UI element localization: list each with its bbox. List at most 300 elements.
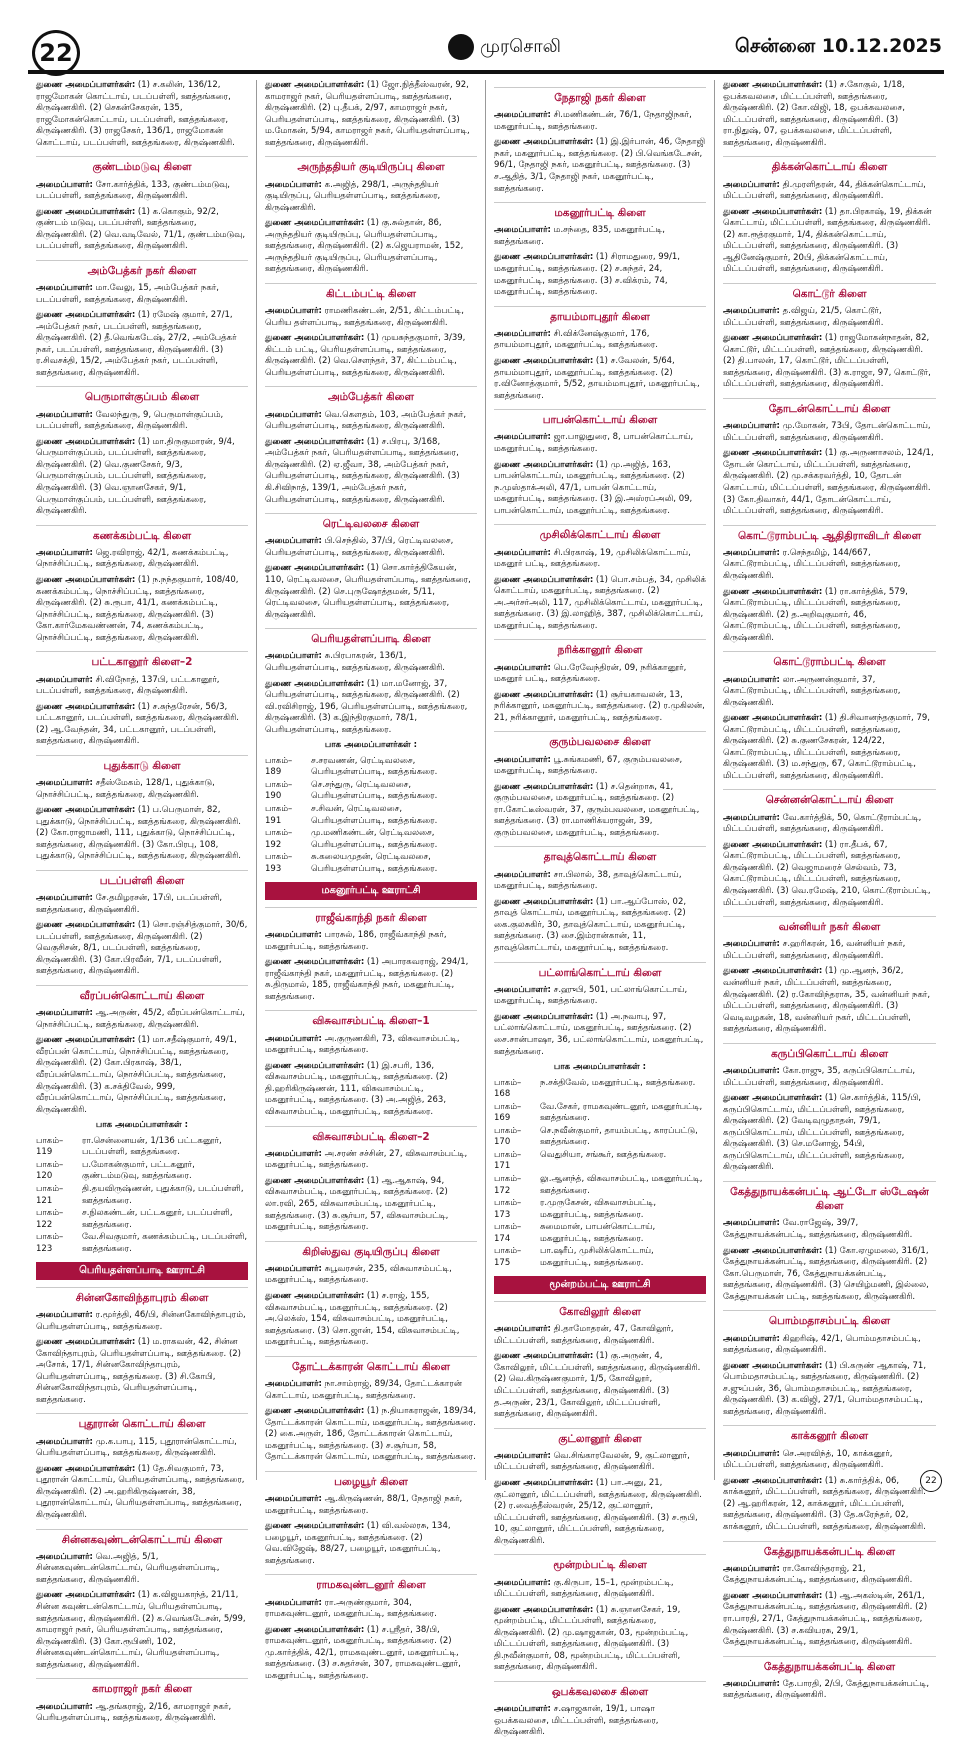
member-entry (723, 840, 936, 909)
booth-agent: பா.ஷரீப், முசிலிக்கொட்டாய், மகனூர்பட்டி, ஊத்தங்கரை. (540, 1246, 654, 1268)
booth-number: பாகம்–171 (494, 1149, 522, 1172)
booth-number: பாகம்–119 (36, 1135, 64, 1158)
member-details: வெ.கௌதம், 103, அம்பேத்கர் நகர், பெரியதள்ளப்பாடி, ஊத்தங்கரை, கிருஷ்ணகிரி. (265, 409, 467, 432)
member-entry (265, 1061, 477, 1119)
booth-row (36, 1160, 248, 1183)
member-details: (1) சொ.கார்த்திகேயன், 110, ரெட்டிவலசை, பெரியதள்ளப்பாடி, ஊத்தங்கரை, கிருஷ்ணகிரி. (2) செ.புருஷோத்தமன், 5/11, ரெட்டிவலசை, பெரியதள்ளப்பாடி, ஊத்தங்கரை, கிருஷ்ணகிரி. (265, 563, 471, 620)
role-label: துணை அமைப்பாளர்கள்: (723, 333, 823, 344)
member-details: வே.ராஜேஷ், 39/7, கேத்துநாயக்கன்பட்டி, ஊத்தங்கரை, கிருஷ்ணகிரி. (723, 1218, 913, 1241)
branch-heading: நேதாஜி நகர் கிளை (494, 87, 706, 105)
branch-heading: சின்னகவுண்டன்கொட்டாய் கிளை (36, 1529, 248, 1547)
role-label: துணை அமைப்பாளர்கள்: (265, 1291, 365, 1301)
member-entry (36, 283, 248, 306)
member-details: ஜெ.ரவிராஜ், 42/1, கணக்கம்பட்டி, நொச்சிப்பட்டி, ஊத்தங்கரை, கிருஷ்ணகிரி. (36, 547, 229, 570)
role-label: அமைப்பாளர்: (36, 1008, 93, 1019)
member-entry (723, 333, 936, 391)
member-entry (36, 80, 248, 149)
member-details: (1) ந.தியாகராஜன், 189/34, தோட்டக்காரன் கொட்டாய், மகனூர்பட்டி, ஊத்தங்கரை. (2) கை.அருள், 186, தோட்டக்காரன் கொட்டாய், மகனூர்பட்டி, ஊத்தங்கரை. (3) ச.சூர்யா, 58, தோட்டக்காரன் கொட்டாய், மகனூர்பட்டி, ஊத்தங்கரை. (265, 1406, 477, 1463)
member-details: (1) ஜோ.நித்தீஸ்வரன், 92, காமராஜர் நகர், பெரியதள்ளப்பாடி, ஊத்தங்கரை, கிருஷ்ணகிரி. (2) பு.தீபக், 2/97, காமராஜர் நகர், பெரியதள்ளப்பாடி, ஊத்தங்கரை, கிருஷ்ணகிரி. (3) ம.மோகன், 5/94, காமராஜர் நகர், பெரியதள்ளப்பாடி, ஊத்தங்கரை, கிருஷ்ணகிரி. (265, 80, 470, 148)
edition-date: சென்னை 10.12.2025 (735, 35, 942, 57)
branch-heading: படப்பள்ளி கிளை (36, 870, 248, 888)
member-entry (265, 1379, 477, 1402)
member-entry (723, 421, 936, 444)
member-details: (1) மா.சதீஷ்குமார், 49/1, வீரப்பன் கொட்டாய், நொச்சிப்பட்டி, ஊத்தங்கரை, கிருஷ்ணகிரி. (2) கோ.பிரகாஷ், 38/1, வீரப்பன்கொட்டாய், நொச்சிப்பட்டி, ஊத்தங்கரை, கிருஷ்ணகிரி. (3) க.சக்திவேல், 999, வீரப்பன்கொட்டாய், நொச்சிப்பட்டி, ஊத்தங்கரை, கிருஷ்ணகிரி. (36, 1035, 237, 1115)
member-details: த.விஜய், 21/5, கொட்டூர், மிட்டப்பள்ளி, ஊத்தங்கரை, கிருஷ்ணகிரி. (723, 306, 884, 328)
booth-number: பாகம்–192 (265, 828, 293, 850)
branch-heading: விசுவாசம்பட்டி கிளை–2 (265, 1126, 477, 1144)
member-entry (723, 1449, 936, 1472)
member-details: (1) ரா.கார்த்திக், 579, கொட்டூராம்பட்டி, மிட்டப்பள்ளி, ஊத்தங்கரை, கிருஷ்ணகிரி. (2) த.அறிவுகுமார், 46, கொட்டூராம்பட்டி, மிட்டப்பள்ளி, ஊத்தங்கரை, கிருஷ்ணகிரி. (723, 586, 908, 643)
booth-agent: ச.நிலகண்டன், பட்டகனூர், படப்பள்ளி, ஊத்தங்கரை. (82, 1208, 233, 1230)
role-label: அமைப்பாளர்: (723, 1333, 780, 1344)
booth-agent: வே.சேகர், ராமகவுண்டனூர், மகனூர்பட்டி, ஊத்தங்கரை. (540, 1101, 703, 1124)
member-entry (494, 1451, 706, 1474)
role-label: துணை அமைப்பாளர்கள்: (36, 701, 136, 712)
member-details: (1) ச.கோகுல், 1/18, ஒபக்கவலசை, மிட்டப்பள்ளி, ஊத்தங்கரை, கிருஷ்ணகிரி. (2) கோ.விஜி, 18, ஒபக்கவலசை, மிட்டப்பள்ளி, ஊத்தங்கரை, கிருஷ்ணகிரி. (3) ரா.நிதுஷ், 07, ஒபக்கவலசை, மிட்டப்பள்ளி, ஊத்தங்கரை, கிருஷ்ணகிரி. (723, 80, 905, 148)
member-entry (723, 713, 936, 782)
branch-heading: கேத்துநாயக்கன்பட்டி ஆட்டோ ஸ்டேஷன் கிளை (723, 1181, 936, 1214)
branch-heading: நரிக்கானூர் கிளை (494, 639, 706, 657)
branch-heading: அருந்ததியர் குடியிருப்பு கிளை (265, 156, 477, 174)
role-label: துணை அமைப்பாளர்கள்: (723, 1475, 823, 1486)
member-entry (36, 1008, 248, 1031)
member-details: (1) இ.சபரி, 136, விசுவாசம்பட்டி, மகனூர்பட்டி, ஊத்தங்கரை. (2) தி.ஹரிகிருஷ்ணன், 111, விசுவாசம்பட்டி, மகனூர்பட்டி, ஊத்தங்கரை. (3) அ.அஜித், 263, விசுவாசம்பட்டி, மகனூர்பட்டி, ஊத்தங்கரை. (265, 1060, 448, 1117)
member-entry (723, 1246, 936, 1304)
role-label: அமைப்பாளர்: (36, 409, 93, 420)
role-label: அமைப்பாளர்: (36, 778, 93, 789)
booth-row (265, 852, 477, 875)
branch-heading: மூன்றம்பட்டி கிளை (494, 1554, 706, 1572)
role-label: அமைப்பாளர்: (723, 1563, 780, 1574)
role-label: துணை அமைப்பாளர்கள்: (36, 1463, 136, 1474)
role-label: அமைப்பாளர்: (494, 1450, 551, 1461)
member-details: ராமணிகண்டன், 2/51, கிட்டம்பட்டி, பெரிய தள்ளப்பாடி, ஊத்தங்கரை, கிருஷ்ணகிரி. (265, 306, 465, 328)
role-label: அமைப்பாளர்: (36, 547, 93, 558)
booth-row (36, 1184, 248, 1207)
member-details: சே.தமிழரசன், 17பி, படப்பள்ளி, ஊத்தங்கரை, கிருஷ்ணகிரி. (36, 893, 223, 915)
role-label: அமைப்பாளர்: (723, 674, 780, 685)
member-entry (265, 1494, 477, 1517)
booth-row (265, 780, 477, 803)
booth-agent: செ.நவீன்குமார், தாயம்பட்டி, காரப்பட்டு, ஊத்தங்கரை. (540, 1125, 698, 1148)
role-label: துணை அமைப்பாளர்கள்: (723, 839, 823, 850)
member-details: மு.க.பாபு, 115, புதூரான்கொட்டாய், பெரியதள்ளப்பாடி, ஊத்தங்கரை, கிருஷ்ணகிரி. (36, 1436, 237, 1459)
member-details: ம.சந்தை, 835, மகனூர்பட்டி, ஊத்தங்கரை. (494, 225, 665, 247)
member-details: சி.பிரகாஷ், 19, முசிலிக்கொட்டாய், மகனூர் பட்டி, ஊத்தங்கரை. (494, 547, 691, 570)
member-details: சோ.கார்த்திக், 133, குண்டம்மடுவு, படப்பள்ளி, ஊத்தங்கரை, கிருஷ்ணகிரி. (36, 179, 230, 202)
member-details: கிஹரிஷ், 42/1, பொம்மதாசம்பட்டி, ஊத்தங்கரை, கிருஷ்ணகிரி. (723, 1333, 921, 1356)
role-label: அமைப்பாளர்: (36, 893, 93, 904)
member-entry (723, 587, 936, 645)
member-entry (494, 1012, 706, 1058)
booth-number: பாகம்–191 (265, 804, 293, 826)
member-entry (36, 1702, 248, 1725)
booth-agent: ந.சக்திவேல், மகனூர்பட்டி, ஊத்தங்கரை. (540, 1077, 696, 1088)
role-label: துணை அமைப்பாளர்கள்: (265, 1175, 365, 1186)
member-entry (36, 410, 248, 433)
member-details: ரா.அருண்குமார், 304, ராமகவுண்டனூர், மகனூர்பட்டி, ஊத்தங்கரை. (265, 1597, 437, 1620)
role-label: துணை அமைப்பாளர்கள்: (265, 1624, 365, 1635)
member-entry (265, 80, 477, 149)
role-label: அமைப்பாளர்: (723, 1448, 780, 1459)
role-label: துணை அமைப்பாளர்கள்: (265, 563, 365, 574)
role-label: துணை அமைப்பாளர்கள்: (36, 80, 136, 90)
member-details: சு.பிரபாகரன், 136/1, பெரியதள்ளப்பாடி, ஊத்தங்கரை, கிருஷ்ணகிரி. (265, 651, 445, 674)
member-details: பெ.ரேவேந்திரன், 09, நரிக்கானூர், மகனூர் பட்டி, ஊத்தங்கரை. (494, 662, 687, 685)
branch-heading: ராமகவுண்டனூர் கிளை (265, 1574, 477, 1592)
member-entry (265, 679, 477, 737)
member-entry (36, 437, 248, 518)
member-details: சதீஸ்மேகம், 128/1, புதுக்காடு, நொச்சிப்பட்டி, ஊத்தங்கரை, கிருஷ்ணகிரி. (36, 778, 215, 800)
member-details: (1) பா.அனு, 21, குட்லானூர், மிட்டப்பள்ளி, ஊத்தங்கரை, கிருஷ்ணகிரி. (2) ர.வைத்தீஸ்வரன், 25/12, குட்லானூர், மிட்டப்பள்ளி, ஊத்தங்கரை, கிருஷ்ணகிரி. (3) ச.ரூபி, 10, குட்லானூர், மிட்டப்பள்ளி, ஊத்தங்கரை, கிருஷ்ணகிரி. (494, 1478, 702, 1546)
branch-heading: பெரியதள்ளப்பாடி கிளை (265, 628, 477, 646)
member-details: (1) ப.பெருமாள், 82, புதுக்காடு, நொச்சிப்பட்டி, ஊத்தங்கரை, கிருஷ்ணகிரி. (2) கோ.ராஜாமணி, 111, புதுக்காடு, நொச்சிப்பட்டி, ஊத்தங்கரை, கிருஷ்ணகிரி. (3) கோ.பிரபு, 108, புதுக்காடு, நொச்சிப்பட்டி, ஊத்தங்கரை, கிருஷ்ணகிரி. (36, 805, 241, 862)
role-label: துணை அமைப்பாளர்கள்: (723, 1360, 823, 1371)
member-details: (1) சு.கார்த்திக், 06, காக்கனூர், மிட்டப்பள்ளி, ஊத்தங்கரை, கிருஷ்ணகிரி. (2) ஆ.ஹரிகரன், 12, காக்கனூர், மிட்டப்பள்ளி, ஊத்தங்கரை, கிருஷ்ணகிரி. (3) தே.சுரேந்தர், 02, காக்கனூர், மிட்டப்பள்ளி, ஊத்தங்கரை, கிருஷ்ணகிரி. (723, 1475, 926, 1532)
role-label: துணை அமைப்பாளர்கள்: (265, 678, 365, 689)
member-details: (1) ந.நந்தகுமார், 108/40, கணக்கம்பட்டி, நொச்சிப்பட்டி, ஊத்தங்கரை, கிருஷ்ணகிரி. (2) சு.ரூபா, 41/1, கணக்கம்பட்டி, நொச்சிப்பட்டி, ஊத்தங்கரை, கிருஷ்ணகிரி. (3) கோ.கார்மேகவண்ணன், 74, கணக்கம்பட்டி, நொச்சிப்பட்டி, ஊத்தங்கரை, கிருஷ்ணகிரி. (36, 575, 239, 643)
booth-row (265, 804, 477, 827)
booth-list-heading: பாக அமைப்பாளர்கள் : (553, 1062, 647, 1073)
member-details: (1) ச.வேலன், 5/64, தாயம்மாபுதூர், மகனூர்பட்டி, ஊத்தங்கரை. (2) ர.வினோத்குமார், 5/52, தாயம்மாபுதூர், மகனூர்பட்டி, ஊத்தங்கரை. (494, 356, 700, 401)
member-details: (1) ச.கலின், 136/12, ராஜமோகன் கொட்டாய், படப்பள்ளி, ஊத்தங்கரை, கிருஷ்ணகிரி. (2) செகன்சேகரன், 135, ராஜமோகன்கொட்டாய், படப்பள்ளி, ஊத்தங்கரை, கிருஷ்ணகிரி. (3) ராஜசேகர், 136/1, ராஜமோகன் கொட்டாய், படப்பள்ளி, ஊத்தங்கரை, கிருஷ்ணகிரி. (36, 80, 235, 148)
member-details: சி.மணிகண்டன், 76/1, நேதாஜிநகர், மகனூர்பட்டி, ஊத்தங்கரை. (494, 110, 692, 132)
member-details: சா.பிலால், 38, தாவுத்கொட்டாய், மகனூர்பட்டி, ஊத்தங்கரை. (494, 869, 682, 892)
member-entry (494, 548, 706, 571)
member-entry (265, 930, 477, 953)
role-label: துணை அமைப்பாளர்கள்: (723, 448, 823, 459)
member-entry (723, 966, 936, 1035)
member-entry (265, 1291, 477, 1349)
role-label: துணை அமைப்பாளர்கள்: (265, 1406, 365, 1417)
role-label: துணை அமைப்பாளர்கள்: (494, 459, 594, 470)
branch-heading: கேத்துநாயக்கன்பட்டி கிளை (723, 1541, 936, 1559)
member-entry (265, 1034, 477, 1057)
member-entry (723, 1361, 936, 1419)
role-label: துணை அமைப்பாளர்கள்: (494, 689, 594, 700)
member-details: பாரசுல், 186, ராஜீவ்காந்தி நகர், மகனூர்பட்டி, ஊத்தங்கரை. (265, 930, 447, 952)
member-entry (265, 536, 477, 559)
member-details: தி.தாமோதரன், 47, கோவிலூர், மிட்டப்பள்ளி, ஊத்தங்கரை, கிருஷ்ணகிரி. (494, 1324, 674, 1346)
member-entry (723, 1066, 936, 1089)
member-entry (494, 1704, 706, 1739)
booth-agent: வெதுசியா, சங்கூர், ஊத்தங்கரை. (540, 1149, 667, 1160)
booth-number: பாகம்–121 (36, 1183, 64, 1206)
member-entry (265, 1625, 477, 1683)
role-label: அமைப்பாளர்: (494, 869, 551, 880)
role-label: அமைப்பாளர்: (494, 754, 551, 765)
member-entry (494, 1351, 706, 1420)
member-details: (1) அபாரகவராஜ், 294/1, ராஜீவ்காந்தி நகர், மகனூர்பட்டி, ஊத்தங்கரை. (2) சு.திருமால், 185, ராஜீவ்காந்தி நகர், மகனூர்பட்டி, ஊத்தங்கரை. (265, 957, 469, 1002)
branch-heading: வீரப்பன்கொட்டாய் கிளை (36, 985, 248, 1003)
role-label: அமைப்பாளர்: (723, 1066, 780, 1077)
branch-heading: தாயம்மாபுதூர் கிளை (494, 306, 706, 324)
member-details: சுபூவரசன், 235, விசுவாசம்பட்டி, மகனூர்பட்டி, ஊத்தங்கரை. (265, 1263, 452, 1286)
member-details: (1) ரமேஷ் குமார், 27/1, அம்பேத்கர் நகர், படப்பள்ளி, ஊத்தங்கரை, கிருஷ்ணகிரி. (2) தீ.வெங்கடேஷ், 27/2, அம்பேத்கர் நகர், படப்பள்ளி, ஊத்தங்கரை, கிருஷ்ணகிரி. (3) ர.சிவசக்தி, 15/2, அம்பேத்கர் நகர், படப்பள்ளி, ஊத்தங்கரை, கிருஷ்ணகிரி. (36, 310, 237, 378)
role-label: அமைப்பாளர்: (494, 225, 551, 236)
branch-heading: மகனூர்பட்டி கிளை (494, 202, 706, 220)
branch-heading: விசுவாசம்பட்டி கிளை–1 (265, 1010, 477, 1028)
member-entry (36, 180, 248, 203)
role-label: துணை அமைப்பாளர்கள்: (36, 1337, 136, 1348)
member-details: ச.ஹரிகரன், 16, வன்னியர் நகர், மிட்டப்பள்ளி, ஊத்தங்கரை, கிருஷ்ணகிரி. (723, 939, 906, 961)
member-entry (494, 137, 706, 195)
role-label: அமைப்பாளர்: (265, 536, 322, 547)
member-entry (36, 920, 248, 978)
member-details: பூ.சுங்கமணி, 67, குரும்பவலசை, மகனூர்பட்டி, ஊத்தங்கரை. (494, 754, 683, 777)
member-entry (265, 1598, 477, 1621)
member-entry (494, 1324, 706, 1347)
member-details: (1) ரா.தீபக், 67, கொட்டூராம்பட்டி, மிட்டப்பள்ளி, ஊத்தங்கரை, கிருஷ்ணகிரி. (2) வெஜாமரைச் செல்வம், 73, கொட்டூராம்பட்டி, மிட்டப்பள்ளி, ஊத்தங்கரை, கிருஷ்ணகிரி. (3) வெ.ரமேஷ், 210, கொட்டூராம்பட்டி, மிட்டப்பள்ளி, ஊத்தங்கரை, கிருஷ்ணகிரி. (723, 839, 931, 908)
member-entry (494, 755, 706, 778)
role-label: அமைப்பாளர்: (36, 1436, 93, 1447)
member-entry (723, 1679, 936, 1702)
booth-row (494, 1246, 706, 1269)
role-label: துணை அமைப்பாளர்கள்: (494, 896, 594, 907)
role-label: அமைப்பாளர்: (494, 984, 551, 995)
booth-agent: சு.கலையமுதன், ரெட்டிவலசை, பெரியதள்ளப்பாடி, ஊத்தங்கரை. (311, 852, 438, 874)
member-details: கோ.ராஜு, 35, கருப்பிகொட்டாய், மிட்டப்பள்ளி, ஊத்தங்கரை, கிருஷ்ணகிரி. (723, 1066, 916, 1088)
branch-heading: ராஜீவ்காந்தி நகர் கிளை (265, 907, 477, 925)
member-entry (494, 1578, 706, 1601)
role-label: அமைப்பாளர்: (723, 179, 780, 190)
branch-heading: புதுக்காடு கிளை (36, 755, 248, 773)
role-label: துணை அமைப்பாளர்கள்: (265, 333, 365, 344)
branch-heading: திக்கன்கொட்டாய் கிளை (723, 156, 936, 174)
member-details: செ.அரவிந்த், 10, காக்கனூர், மிட்டப்பள்ளி, ஊத்தங்கரை, கிருஷ்ணகிரி. (723, 1448, 893, 1471)
role-label: துணை அமைப்பாளர்கள்: (494, 252, 594, 263)
member-entry (36, 207, 248, 253)
member-entry (494, 897, 706, 955)
column-1 (28, 80, 257, 1724)
booth-number: பாகம்–189 (265, 755, 293, 778)
branch-heading: பொம்மதாசம்பட்டி கிளை (723, 1310, 936, 1328)
role-label: அமைப்பாளர்: (265, 1148, 322, 1159)
member-details: (1) ச.தென்றாசு, 41, குரும்பவலசை, மகனூர்பட்டி, ஊத்தங்கரை. (2) ரா.கோட்டீஸ்வரன், 37, குரும்பவலசை, மகனூர்பட்டி, ஊத்தங்கரை. (3) ரா.மாணிக்யராஜன், 39, குரும்பவலசை, மகனூர்பட்டி, ஊத்தங்கரை. (494, 781, 700, 838)
panchayat-heading: மூன்றம்பட்டி ஊராட்சி (494, 1276, 706, 1294)
role-label: துணை அமைப்பாளர்கள்: (494, 137, 594, 148)
role-label: அமைப்பாளர்: (265, 651, 322, 662)
member-entry (265, 437, 477, 506)
member-entry (494, 1478, 706, 1547)
member-entry (723, 1564, 936, 1587)
role-label: துணை அமைப்பாளர்கள்: (36, 310, 136, 321)
booth-number: பாகம்–122 (36, 1208, 64, 1230)
branch-heading: காமராஜர் நகர் கிளை (36, 1678, 248, 1696)
member-entry (36, 675, 248, 698)
role-label: அமைப்பாளர்: (723, 547, 780, 558)
role-label: துணை அமைப்பாளர்கள்: (265, 1060, 365, 1071)
member-details: (1) மா.திருகுமாரன், 9/4, பெருமாள்குப்பம், படப்பள்ளி, ஊத்தங்கரை, கிருஷ்ணகிரி. (2) வெ.குணசேகர், 9/3, பெருமாள்குப்பம், படப்பள்ளி, ஊத்தங்கரை, கிருஷ்ணகிரி. (3) வெ.ஞானசேகர், 9/1, பெருமாள்குப்பம், படப்பள்ளி, ஊத்தங்கரை, கிருஷ்ணகிரி. (36, 436, 235, 517)
member-entry (494, 870, 706, 893)
member-details: (1) அ.நவாபு, 97, பட்லாங்கொட்டாய், மகனூர்பட்டி, ஊத்தங்கரை. (2) சை.சான்பாஷா, 36, பட்லாங்கொட்டாய், மகனூர்பட்டி, ஊத்தங்கரை. (494, 1011, 704, 1057)
role-label: துணை அமைப்பாளர்கள்: (265, 80, 365, 90)
booth-row (265, 756, 477, 779)
booth-agent: ரா.சென்னையன், 1/136 பட்டகனூர், படப்பள்ளி, ஊத்தங்கரை. (82, 1135, 222, 1158)
role-label: துணை அமைப்பாளர்கள்: (723, 1590, 823, 1601)
booth-number: பாகம்–170 (494, 1125, 522, 1148)
member-details: (1) ச.பிரபு, 3/168, அம்பேத்கர் நகர், பெரியதள்ளப்பாடி, ஊத்தங்கரை, கிருஷ்ணகிரி. (2) ஏ.ஜீவா, 38, அம்பேத்கர் நகர், பெரியதள்ளப்பாடி, ஊத்தங்கரை, கிருஷ்ணகிரி. (3) கி.சிவிநாத், 139/1, அம்பேத்கர் நகர், பெரியதள்ளப்பாடி, ஊத்தங்கரை, கிருஷ்ணகிரி. (265, 436, 460, 505)
member-entry (36, 1552, 248, 1587)
member-details: (1) பொ.சம்பத், 34, முசிலிக் கொட்டாய், மகனூர்பட்டி, ஊத்தங்கரை. (2) அ.அர்சர்அலி, 117, முசிலிக்கொட்டாய், மகனூர்பட்டி, ஊத்தங்கரை. (3) இ.லாஹித், 387, முசிலிக்கொட்டாய், மகனூர்பட்டி, ஊத்தங்கரை. (494, 574, 706, 631)
panchayat-heading: மகனூர்பட்டி ஊராட்சி (265, 882, 477, 900)
member-entry (723, 207, 936, 276)
branch-heading: முசிலிக்கொட்டாய் கிளை (494, 524, 706, 542)
role-label: அமைப்பாளர்: (494, 110, 551, 121)
role-label: அமைப்பாளர்: (36, 1551, 93, 1562)
member-details: வே.கார்த்திக், 50, கொட்டூராம்பட்டி, மிட்டப்பள்ளி, ஊத்தங்கரை, கிருஷ்ணகிரி. (723, 812, 922, 835)
member-entry (723, 1218, 936, 1241)
member-entry (723, 1591, 936, 1649)
role-label: அமைப்பாளர்: (723, 939, 780, 950)
role-label: துணை அமைப்பாளர்கள்: (265, 436, 365, 447)
column-3 (486, 80, 715, 1738)
member-entry (494, 690, 706, 725)
member-entry (723, 80, 936, 149)
member-entry (265, 1149, 477, 1172)
branch-heading: கிறிஸ்துவ குடியிருப்பு கிளை (265, 1241, 477, 1259)
member-details: (1) தா.பிரகாஷ், 19, திக்கன் கொட்டாய், மிட்டப்பள்ளி, ஊத்தங்கரை, கிருஷ்ணகிரி. (2) கா.ரூத்ரகுமார், 1/4, திக்கன்கொட்டாய், மிட்டப்பள்ளி, ஊத்தங்கரை, கிருஷ்ணகிரி. (3) ஆதினேஷ்குமார், 20பி, திக்கன்கொட்டாய், மிட்டப்பள்ளி, ஊத்தங்கரை, கிருஷ்ணகிரி. (723, 206, 932, 275)
member-entry (494, 225, 706, 248)
role-label: அமைப்பாளர்: (494, 432, 551, 443)
member-entry (494, 985, 706, 1008)
role-label: அமைப்பாளர்: (723, 1678, 780, 1689)
rising-sun-icon (448, 34, 474, 60)
member-entry (494, 460, 706, 518)
member-details: அ.குருணகிரி, 73, விசுவாசம்பட்டி, மகனூர்பட்டி, ஊத்தங்கரை. (265, 1033, 460, 1056)
member-details: (1) ச.ராஜ், 155, விசுவாசம்பட்டி, மகனூர்பட்டி, ஊத்தங்கரை. (2) அ.லெக்ஸ், 154, விசுவாசம்பட்டி, மகனூர்பட்டி, ஊத்தங்கரை. (3) சொ.ஜான், 154, விசுவாசம்பட்டி, மகனூர்பட்டி, ஊத்தங்கரை. (265, 1291, 460, 1348)
booth-row (494, 1198, 706, 1221)
member-details: ஆ.அருண், 45/2, வீரப்பன்கொட்டாய், நொச்சிப்பட்டி, ஊத்தங்கரை, கிருஷ்ணகிரி. (36, 1008, 245, 1030)
role-label: துணை அமைப்பாளர்கள்: (36, 206, 136, 217)
role-label: துணை அமைப்பாளர்கள்: (494, 781, 594, 792)
member-entry (36, 1310, 248, 1333)
booth-row (36, 1232, 248, 1255)
member-details: (1) ஆ.ஆகாஷ், 94, விசுவாசம்பட்டி, மகனூர்பட்டி, ஊத்தங்கரை. (2) லா.ரவி, 265, விசுவாசம்பட்டி, மகனூர்பட்டி, ஊத்தங்கரை. (3) சு.சூர்யா, 57, விசுவாசம்பட்டி, மகனூர்பட்டி, ஊத்தங்கரை. (265, 1175, 449, 1233)
role-label: துணை அமைப்பாளர்கள்: (265, 218, 365, 229)
member-entry (265, 651, 477, 674)
role-label: துணை அமைப்பாளர்கள்: (36, 436, 136, 447)
member-entry (265, 180, 477, 215)
member-entry (36, 1464, 248, 1522)
booth-agent: ச.சரவணன், ரெட்டிவலசை, பெரியதள்ளப்பாடி, ஊத்தங்கரை. (311, 755, 438, 778)
role-label: அமைப்பாளர்: (723, 812, 780, 823)
role-label: அமைப்பாளர்: (36, 1310, 93, 1321)
booth-agent: ச.சிவன், ரெட்டிவலசை, பெரியதள்ளப்பாடி, ஊத்தங்கரை. (311, 804, 438, 826)
branch-heading: காக்கனூர் கிளை (723, 1425, 936, 1443)
booth-row (494, 1102, 706, 1125)
member-details: நா.சாம்ராஜ், 89/34, தோட்டக்காரன் கொட்டாய், மகனூர்பட்டி, ஊத்தங்கரை. (265, 1379, 462, 1401)
member-details: (1) செ.கார்த்திக், 115/பி, கருப்பிகொட்டாய், மிட்டப்பள்ளி, ஊத்தங்கரை, கிருஷ்ணகிரி. (2) வேடிவுழுதாதன், 79/1, கருப்பிகொட்டாய், மிட்டப்பள்ளி, ஊத்தங்கரை, கிருஷ்ணகிரி. (3) செ.மனோஜ், 54பி, கருப்பிகொட்டாய், மிட்டப்பள்ளி, ஊத்தங்கரை, கிருஷ்ணகிரி. (723, 1093, 921, 1173)
member-details: ரா.கோவிந்தராஜ், 21, கேத்துநாயக்கன்பட்டி, ஊத்தங்கரை, கிருஷ்ணகிரி. (723, 1563, 913, 1586)
member-details: (1) ச.சுந்தரேசன், 56/3, பட்டகானூர், படப்பள்ளி, ஊத்தங்கரை, கிருஷ்ணகிரி. (2) ஆ.வேந்தன், 34, பட்டகானூர், படப்பள்ளி, ஊத்தங்கரை, கிருஷ்ணகிரி. (36, 701, 239, 747)
branch-heading: குண்டம்மடுவு கிளை (36, 156, 248, 174)
booth-agent: ப.மோகன்குமார், பட்டகனூர், குண்டம்மடுவு, ஊத்தங்கரை. (82, 1159, 195, 1182)
booth-number: பாகம்–193 (265, 852, 293, 874)
booth-row (494, 1174, 706, 1197)
role-label: துணை அமைப்பாளர்கள்: (494, 1604, 594, 1615)
branch-heading: பெருமாள்குப்பம் கிளை (36, 386, 248, 404)
role-label: அமைப்பாளர்: (723, 306, 780, 317)
member-details: (1) கு.அருண், 4, கோவிலூர், மிட்டப்பள்ளி, ஊத்தங்கரை, கிருஷ்ணகிரி. (2) வெ.கிருஷ்ணகுமார், 1/5, கோவிலூர், மிட்டப்பள்ளி, ஊத்தங்கரை, கிருஷ்ணகிரி. (3) த.அருண், 23/1, கோவிலூர், மிட்டப்பள்ளி, ஊத்தங்கரை, கிருஷ்ணகிரி. (494, 1351, 701, 1420)
member-entry (265, 1264, 477, 1287)
member-details: (1) க.விஜயகாந்த், 21/11, சின்ன கவுண்டன்கொட்டாய், பெரியதள்ளப்பாடி, ஊத்தங்கரை, கிருஷ்ணகிரி. (2) க.வெங்கடேசன், 5/99, காமராஜர் நகர், பெரியதள்ளப்பாடி, ஊத்தங்கரை, கிருஷ்ணகிரி. (3) கோ.ரூபிணி, 102, சின்னகவுண்டன்கொட்டாய், பெரியதள்ளப்பாடி, ஊத்தங்கரை, கிருஷ்ணகிரி. (36, 1590, 246, 1670)
member-details: கு.கிருபா, 15–1, மூன்றம்பட்டி, மிட்டப்பள்ளி, ஊத்தங்கரை, கிருஷ்ணகிரி. (494, 1577, 674, 1600)
branch-heading: அம்பேத்கர் நகர் கிளை (36, 260, 248, 278)
branch-heading: குரும்பவலசை கிளை (494, 731, 706, 749)
branch-heading: புதூரான் கொட்டாய் கிளை (36, 1413, 248, 1431)
member-details: சி.விநோத், 137பி, பட்டகானூர், படப்பள்ளி, ஊத்தங்கரை, கிருஷ்ணகிரி. (36, 674, 220, 697)
branch-heading: கேத்துநாயக்கன்பட்டி கிளை (723, 1656, 936, 1674)
article-columns (28, 80, 944, 1738)
member-entry (723, 1093, 936, 1174)
member-details: வெ.சிங்காரவேலன், 9, குட்லானூர், மிட்டப்பள்ளி, ஊத்தங்கரை, கிருஷ்ணகிரி. (494, 1450, 690, 1473)
role-label: அமைப்பாளர்: (494, 1324, 551, 1335)
booth-agent: லு.ஆனந்த், விசுவாசம்பட்டி, மகனூர்பட்டி, ஊத்தங்கரை. (540, 1174, 703, 1196)
role-label: துணை அமைப்பாளர்கள்: (494, 574, 594, 585)
member-entry (36, 805, 248, 863)
branch-heading: கொட்டூராம்பட்டி ஆதிதிராவிடர் கிளை (723, 525, 936, 543)
member-entry (723, 675, 936, 710)
branch-heading: கோவிலூர் கிளை (494, 1301, 706, 1319)
member-entry (36, 1437, 248, 1460)
newspaper-logo (448, 34, 561, 60)
member-details: சி.விக்னேஷ்குமார், 176, தாயம்மாபுதூர், மகனூர்பட்டி, ஊத்தங்கரை. (494, 328, 658, 351)
role-label: துணை அமைப்பாளர்கள்: (723, 1093, 823, 1104)
role-label: அமைப்பாளர்: (265, 1263, 322, 1274)
branch-heading: சின்னகோவிந்தாபுரம் கிளை (36, 1287, 248, 1305)
member-entry (494, 782, 706, 840)
member-entry (494, 1605, 706, 1674)
member-entry (36, 310, 248, 379)
branch-heading: கருப்பிகொட்டாய் கிளை (723, 1043, 936, 1061)
footer-page-number: 22 (920, 1470, 942, 1492)
role-label: துணை அமைப்பாளர்கள்: (36, 1590, 136, 1601)
member-entry (265, 1406, 477, 1464)
branch-heading: தாவுத்கொட்டாய் கிளை (494, 846, 706, 864)
booth-row (494, 1078, 706, 1101)
member-entry (36, 778, 248, 801)
member-entry (265, 218, 477, 276)
member-details: (1) பா.ஆப்போஸ், 02, தாவுத் கொட்டாய், மகனூர்பட்டி, ஊத்தங்கரை. (2) கை.குலசுகிர், 30, தாவுத்கொட்டாய், மகனூர்பட்டி, ஊத்தங்கரை. (3) சை.இம்ரான்கான், 11, தாவுத்கொட்டாய், மகனூர்பட்டி, ஊத்தங்கரை. (494, 896, 687, 954)
member-details: (1) கோ.ஏழுமலை, 316/1, கேத்துநாயக்கன்பட்டி, ஊத்தங்கரை, கிருஷ்ணகிரி. (2) கோ.பெருமாள், 76, கேத்துநாயக்கன்பட்டி, ஊத்தங்கரை, கிருஷ்ணகிரி. (3) செயிழ்மணி, இல்லை, கேத்துநாயக்கன் பட்டி, ஊத்தங்கரை, கிருஷ்ணகிரி. (723, 1245, 929, 1302)
role-label: அமைப்பாளர்: (265, 409, 322, 420)
member-entry (36, 702, 248, 748)
booth-agent: ர.முருகேசன், விசுவாசம்பட்டி, மகனூர்பட்டி, ஊத்தங்கரை. (540, 1198, 657, 1220)
booth-row (36, 1136, 248, 1159)
member-details: (1) சூர்யகாவலன், 13, நரிக்கானூர், மகனூர்பட்டி, ஊத்தங்கரை. (2) ர.முகிலன், 21, நரிக்கானூர், மகனூர்பட்டி, ஊத்தங்கரை. (494, 689, 705, 723)
member-entry (265, 306, 477, 329)
member-entry (36, 1590, 248, 1671)
member-details: (1) ஆ.அகஸ்டின், 261/1, கேத்துநாயக்கன்பட்டி, ஊத்தங்கரை, கிருஷ்ணகிரி. (2) ரா.பாரதி, 27/1, கேத்துநாயக்கன்பட்டி, ஊத்தங்கரை, கிருஷ்ணகிரி. (3) ச.கவியரசு, 29/1, கேத்துநாயக்கன்பட்டி, ஊத்தங்கரை, கிருஷ்ணகிரி. (723, 1590, 928, 1648)
member-entry (723, 813, 936, 836)
member-entry (494, 432, 706, 455)
member-details: (1) வி.வல்லரசு, 134, பழையூர், மகனூர்பட்டி, ஊத்தங்கரை. (2) வெ.விஜேஷ், 88/27, பழையூர், மகனூர்பட்டி, ஊத்தங்கரை. (265, 1521, 451, 1566)
member-entry (723, 180, 936, 203)
role-label: துணை அமைப்பாளர்கள்: (36, 575, 136, 586)
branch-heading: ஒபக்கவலசை கிளை (494, 1681, 706, 1699)
member-details: (1) தே.சிவகுமார், 73, புதூரான் கொட்டாய், பெரியதள்ளப்பாடி, ஊத்தங்கரை, கிருஷ்ணகிரி. (2) அ.ஹரிகிருஷ்ணன், 38, புதூரான்கொட்டாய், பெரியதள்ளப்பாடி, ஊத்தங்கரை, கிருஷ்ணகிரி. (36, 1463, 245, 1521)
booth-agent: சுமைமான், பாபன்கொட்டாய், மகனூர்பட்டி, ஊத்தங்கரை. (540, 1222, 656, 1244)
header-rule (28, 70, 944, 74)
member-details: க.அஜித், 298/1, அருந்ததியர் குடியிருப்பு, பெரியதள்ளப்பாடி, ஊத்தங்கரை, கிருஷ்ணகிரி. (265, 179, 441, 213)
member-entry (265, 1176, 477, 1234)
branch-heading: பட்டகானூர் கிளை–2 (36, 651, 248, 669)
member-entry (265, 333, 477, 379)
member-entry (723, 1476, 936, 1534)
page-number: 22 (32, 30, 80, 76)
role-label: துணை அமைப்பாளர்கள்: (494, 1011, 594, 1022)
